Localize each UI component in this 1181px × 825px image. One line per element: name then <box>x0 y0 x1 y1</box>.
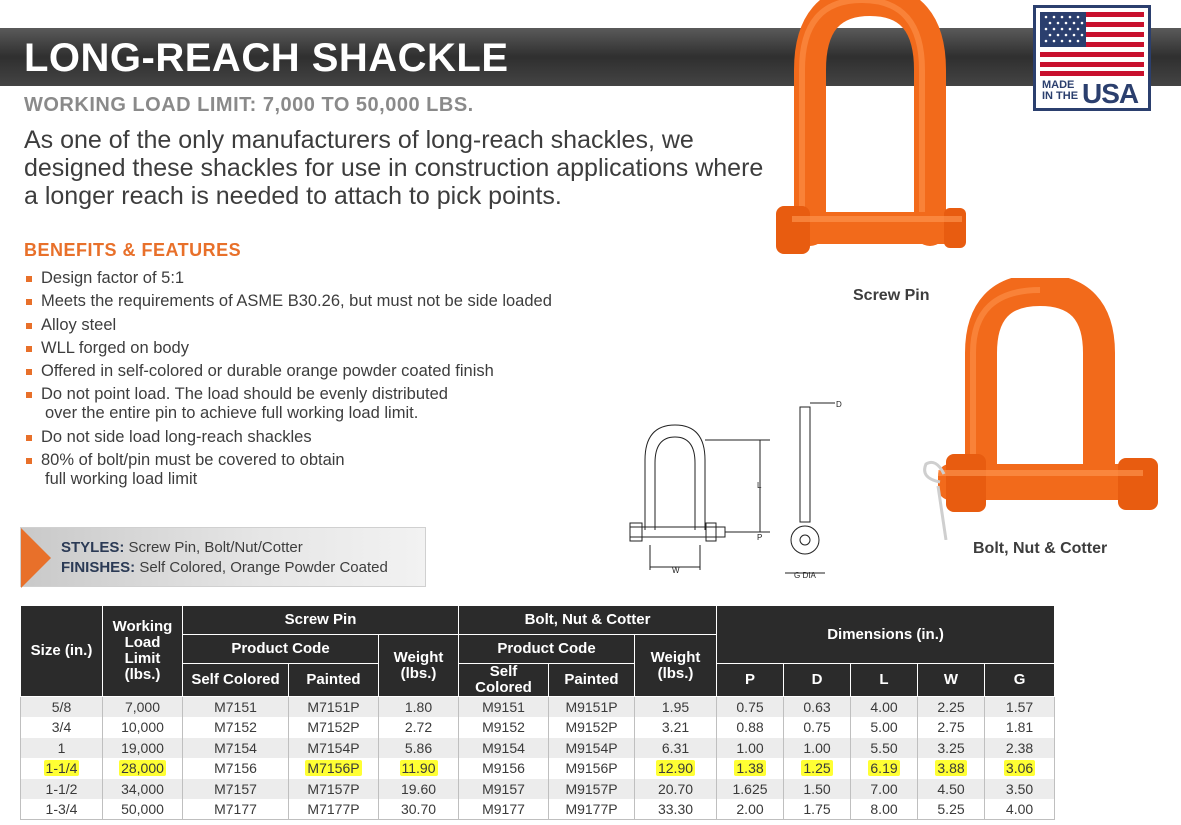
cell: 10,000 <box>103 717 183 738</box>
cell: 3/4 <box>21 717 103 738</box>
benefit-text: 80% of bolt/pin must be covered to obtain <box>41 451 345 470</box>
header-bolt-nut-cotter: Bolt, Nut & Cotter <box>459 606 717 635</box>
styles-finishes-text <box>61 538 388 578</box>
page-title: LONG-REACH SHACKLE <box>24 36 509 80</box>
cell: 1.81 <box>985 717 1055 738</box>
highlighted-value: 12.90 <box>657 760 694 777</box>
cell: M7154P <box>289 738 379 759</box>
table-row <box>21 799 1055 820</box>
cell: M9156 <box>459 758 549 779</box>
highlighted-value: 28,000 <box>121 760 164 777</box>
header-weight-bolt: Weight (lbs.) <box>635 635 717 697</box>
cell: M7151P <box>289 697 379 718</box>
cell: M9157 <box>459 779 549 800</box>
cell: 1 <box>21 738 103 759</box>
diagram-label-w: W <box>672 566 680 575</box>
cell <box>289 758 379 779</box>
badge-made: MADE <box>1042 79 1075 91</box>
cell <box>784 758 851 779</box>
cell: 4.00 <box>851 697 918 718</box>
cell: 5.25 <box>918 799 985 820</box>
header-p: P <box>717 664 784 697</box>
list-item <box>24 339 644 358</box>
highlighted-value: M7156P <box>307 760 360 777</box>
cell: M7156 <box>183 758 289 779</box>
header-product-code-bolt: Product Code <box>459 635 635 664</box>
styles-label: STYLES: <box>61 539 125 556</box>
header-wll: Working Load Limit (lbs.) <box>103 606 183 697</box>
badge-made-text <box>1042 80 1078 102</box>
benefit-text-continued: full working load limit <box>45 470 198 489</box>
cell <box>851 758 918 779</box>
cell: 8.00 <box>851 799 918 820</box>
list-item <box>24 292 644 311</box>
cell: M7177 <box>183 799 289 820</box>
table-row-highlighted <box>21 758 1055 779</box>
highlighted-value: 1.38 <box>736 760 764 777</box>
bolt-nut-cotter-shackle-image <box>918 278 1163 540</box>
benefit-text: Do not side load long-reach shackles <box>41 427 312 446</box>
screw-pin-shackle-image <box>770 0 970 275</box>
subtitle: WORKING LOAD LIMIT: 7,000 TO 50,000 LBS. <box>24 94 474 116</box>
benefits-list <box>24 269 644 493</box>
table-row <box>21 738 1055 759</box>
cell: 1.50 <box>784 779 851 800</box>
cell: 4.50 <box>918 779 985 800</box>
highlighted-value: 11.90 <box>401 760 436 777</box>
cell: 1.75 <box>784 799 851 820</box>
cell: 33.30 <box>635 799 717 820</box>
benefits-heading: BENEFITS & FEATURES <box>24 240 242 260</box>
diagram-label-p: P <box>757 533 763 542</box>
cell: 5.00 <box>851 717 918 738</box>
cell: 6.31 <box>635 738 717 759</box>
cell <box>103 758 183 779</box>
header-product-code-screw: Product Code <box>183 635 379 664</box>
header-dimensions: Dimensions (in.) <box>717 606 1055 664</box>
benefit-text: Offered in self-colored or durable orange powder coated finish <box>41 362 494 381</box>
cell: 5.50 <box>851 738 918 759</box>
highlighted-value: 3.06 <box>1005 760 1034 777</box>
cell: M7157 <box>183 779 289 800</box>
cell: 1.00 <box>784 738 851 759</box>
cell: 0.63 <box>784 697 851 718</box>
cell: 0.75 <box>717 697 784 718</box>
us-flag-icon <box>1040 12 1144 76</box>
finishes-value: Self Colored, Orange Powder Coated <box>139 559 388 576</box>
cell: 0.88 <box>717 717 784 738</box>
cell: 2.38 <box>985 738 1055 759</box>
cell: M9177 <box>459 799 549 820</box>
list-item <box>24 451 644 489</box>
cell: M9177P <box>549 799 635 820</box>
table-row <box>21 779 1055 800</box>
cell: M7177P <box>289 799 379 820</box>
cell <box>918 758 985 779</box>
list-item <box>24 385 644 423</box>
header-self-colored-screw: Self Colored <box>183 664 289 697</box>
benefit-text: Design factor of 5:1 <box>41 269 185 287</box>
cell: 2.72 <box>379 717 459 738</box>
cell: M9156P <box>549 758 635 779</box>
spec-table <box>20 605 1055 820</box>
cell: 5/8 <box>21 697 103 718</box>
cell: 3.50 <box>985 779 1055 800</box>
cell: 5.86 <box>379 738 459 759</box>
cell: 20.70 <box>635 779 717 800</box>
list-item <box>24 428 644 447</box>
cell: M9154 <box>459 738 549 759</box>
table-row <box>21 697 1055 718</box>
diagram-label-l: L <box>757 481 762 490</box>
styles-finishes-box <box>20 527 426 587</box>
cell <box>635 758 717 779</box>
header-self-colored-bolt: Self Colored <box>459 664 549 697</box>
cell <box>985 758 1055 779</box>
header-g: G <box>985 664 1055 697</box>
benefit-text: Alloy steel <box>41 315 117 334</box>
cell: 0.75 <box>784 717 851 738</box>
header-d: D <box>784 664 851 697</box>
cell: 3.25 <box>918 738 985 759</box>
caption-bolt-nut-cotter: Bolt, Nut & Cotter <box>973 540 1108 557</box>
cell <box>379 758 459 779</box>
cell: M9154P <box>549 738 635 759</box>
cell: 34,000 <box>103 779 183 800</box>
diagram-label-d: D <box>836 400 842 409</box>
cell: M7152P <box>289 717 379 738</box>
cell: M9152P <box>549 717 635 738</box>
table-row <box>21 717 1055 738</box>
dimension-diagram <box>620 395 850 580</box>
cell: 50,000 <box>103 799 183 820</box>
badge-in-the: IN THE <box>1042 90 1079 102</box>
benefit-text-continued: over the entire pin to achieve full working load limit. <box>45 404 419 423</box>
benefit-text: WLL forged on body <box>41 338 189 357</box>
cell: M9151P <box>549 697 635 718</box>
highlighted-value: 3.88 <box>937 760 965 777</box>
header-screw-pin: Screw Pin <box>183 606 459 635</box>
cell: M9152 <box>459 717 549 738</box>
badge-usa: USA <box>1082 78 1139 109</box>
cell: 7.00 <box>851 779 918 800</box>
cell: 1.95 <box>635 697 717 718</box>
cell: 2.25 <box>918 697 985 718</box>
styles-value: Screw Pin, Bolt/Nut/Cotter <box>128 539 303 556</box>
cell: 1.80 <box>379 697 459 718</box>
cell: 19,000 <box>103 738 183 759</box>
cell: 30.70 <box>379 799 459 820</box>
header-size: Size (in.) <box>21 606 103 697</box>
diagram-label-g: G DIA <box>794 571 816 580</box>
header-weight-screw: Weight (lbs.) <box>379 635 459 697</box>
cell <box>717 758 784 779</box>
highlighted-value: 6.19 <box>870 760 898 777</box>
cell: 4.00 <box>985 799 1055 820</box>
cell: M7152 <box>183 717 289 738</box>
finishes-label: FINISHES: <box>61 559 136 576</box>
intro-text: As one of the only manufacturers of long-reach shackles, we designed these shackles for use in construction applications where a longer reach is needed to attach to pick points. <box>24 126 764 210</box>
list-item <box>24 269 644 288</box>
cell <box>21 758 103 779</box>
cell: 1.625 <box>717 779 784 800</box>
header-painted-screw: Painted <box>289 664 379 697</box>
cell: 3.21 <box>635 717 717 738</box>
cell: 1.57 <box>985 697 1055 718</box>
header-w: W <box>918 664 985 697</box>
highlighted-value: 1.25 <box>803 760 831 777</box>
cell: 1.00 <box>717 738 784 759</box>
list-item <box>24 362 644 381</box>
cell: M7154 <box>183 738 289 759</box>
benefit-text: Do not point load. The load should be evenly distributed <box>41 385 448 404</box>
cell: 2.00 <box>717 799 784 820</box>
cell: 19.60 <box>379 779 459 800</box>
benefit-text: Meets the requirements of ASME B30.26, but must not be side loaded <box>41 292 552 311</box>
cell: 1-3/4 <box>21 799 103 820</box>
highlighted-value: 1-1/4 <box>45 760 78 777</box>
cell: M9157P <box>549 779 635 800</box>
cell: 2.75 <box>918 717 985 738</box>
cell: M7151 <box>183 697 289 718</box>
caption-screw-pin: Screw Pin <box>853 287 930 304</box>
arrow-icon <box>21 528 51 588</box>
header-painted-bolt: Painted <box>549 664 635 697</box>
cell: 7,000 <box>103 697 183 718</box>
cell: M9151 <box>459 697 549 718</box>
made-in-usa-badge <box>1033 5 1151 111</box>
cell: M7157P <box>289 779 379 800</box>
cell: 1-1/2 <box>21 779 103 800</box>
header-l: L <box>851 664 918 697</box>
list-item <box>24 316 644 335</box>
